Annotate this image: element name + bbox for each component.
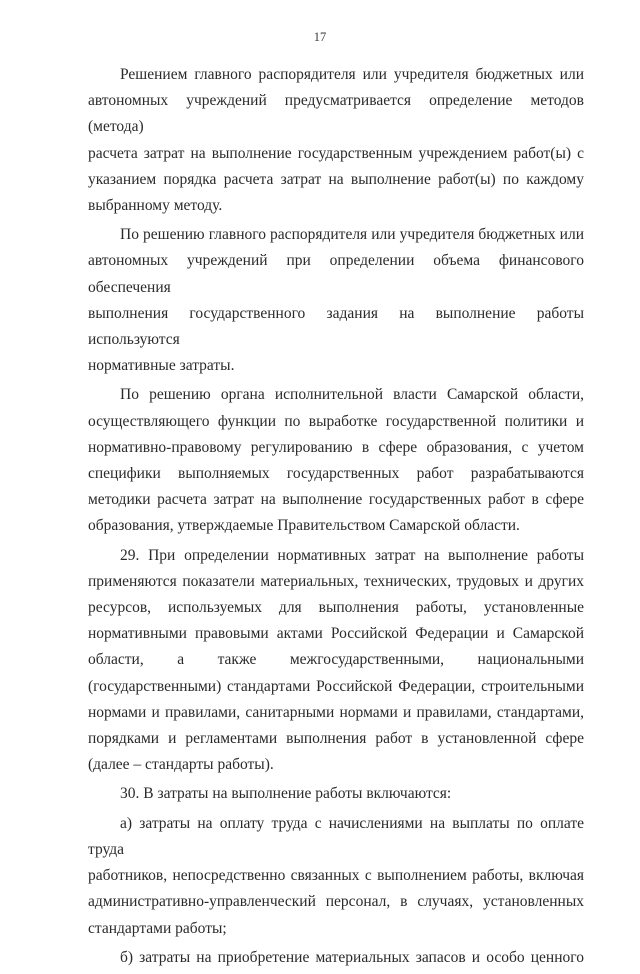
document-body	[88, 62, 584, 974]
paragraph-p5	[88, 781, 584, 807]
text-line: Решением главного распорядителя или учредителя бюджетных или	[120, 66, 584, 83]
text-line: работников, непосредственно связанных с выполнением работы, включая	[88, 867, 584, 885]
text-line: (далее – стандарты работы).	[88, 756, 274, 774]
text-line: 30. В затраты на выполнение работы включаются:	[120, 785, 452, 803]
text-line: методики расчета затрат на выполнение государственных работ в сфере	[88, 491, 584, 509]
paragraph-p6	[88, 811, 584, 942]
paragraph-p1	[88, 62, 584, 219]
text-line: нормативно-правовому регулированию в сфере образования, с учетом	[88, 438, 584, 456]
text-line: 29. При определении нормативных затрат на выполнение работы	[120, 546, 584, 564]
text-line: выбранному методу.	[88, 197, 223, 215]
text-line: нормативными правовыми актами Российской Федерации и Самарской	[88, 625, 584, 643]
text-line: (государственными) стандартами Российской Федерации, строительными	[88, 677, 584, 695]
text-line: специфики выполняемых государственных работ разрабатываются	[88, 465, 584, 483]
text-line: административно-управленческий персонал, в случаях, установленных	[88, 893, 584, 911]
paragraph-p7	[88, 945, 584, 971]
text-line: нормативные затраты.	[88, 357, 235, 375]
paragraph-p4	[88, 543, 584, 779]
text-line: применяются показатели материальных, технических, трудовых и других	[88, 572, 584, 590]
text-line: выполнения государственного задания на выполнение работы используются	[88, 304, 584, 349]
text-line: осуществляющего функции по выработке государственной политики и	[88, 412, 584, 430]
text-line: По решению органа исполнительной власти Самарской области,	[120, 386, 584, 404]
text-line: По решению главного распорядителя или учредителя бюджетных или	[120, 226, 584, 244]
text-line: расчета затрат на выполнение государственным учреждением работ(ы) с	[88, 144, 584, 162]
text-line: стандартами работы;	[88, 919, 227, 937]
text-line: порядками и регламентами выполнения работ в установленной сфере	[88, 730, 584, 748]
text-line: образования, утверждаемые Правительством Самарской области.	[88, 517, 520, 535]
text-line: указанием порядка расчета затрат на выполнение работ(ы) по каждому	[88, 170, 584, 188]
text-line: нормами и правилами, санитарными нормами и правилами, стандартами,	[88, 703, 584, 721]
text-line: а) затраты на оплату труда с начислениями на выплаты по оплате труда	[88, 814, 584, 858]
text-line: ресурсов, используемых для выполнения работы, установленные	[88, 599, 584, 617]
text-line: автономных учреждений при определении объема финансового обеспечения	[88, 252, 584, 296]
paragraph-p2	[88, 222, 584, 379]
text-line: области, а также межгосударственными, национальными	[88, 651, 584, 669]
page-number: 17	[313, 30, 327, 44]
paragraph-p3	[88, 382, 584, 539]
text-line: б) затраты на приобретение материальных запасов и особо ценного	[120, 948, 584, 966]
text-line: автономных учреждений предусматривается определение методов (метода)	[88, 92, 584, 136]
